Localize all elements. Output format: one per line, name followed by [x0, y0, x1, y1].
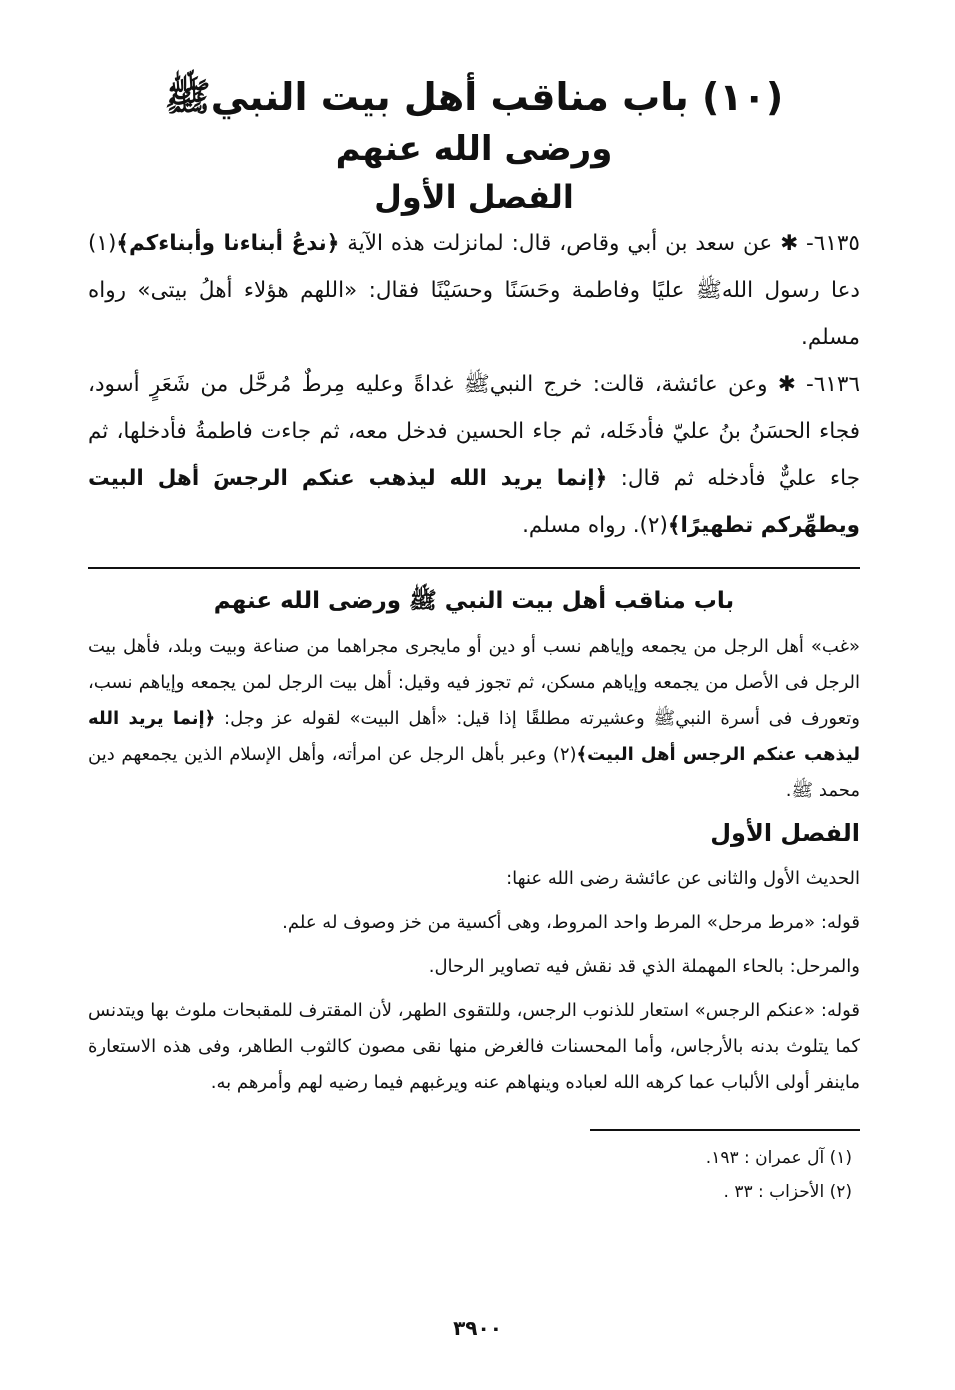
commentary-line: قوله: «مرط مرحل» المرط واحد المروط، وهى أكسية من خز وصوف له علم. — [282, 912, 860, 933]
hadith-text: (٢). رواه مسلم. — [522, 513, 668, 538]
footnote: (١) آل عمران : ١٩٣. — [705, 1148, 852, 1168]
chapter-heading — [88, 70, 860, 220]
hadith-text: ٦١٣٦- ✱ وعن عائشة، قالت: خرج النبيﷺ غداةً وعليه مِرطٌ مُرحَّل من شَعَرٍ أسود، فجاء الحسَنُ بنُ عليّ فأدخَله، ثم جاء الحسين فدخل معه، ثم جاءت فاطمةُ فأدخلها، ثم جاء عليٌّ فأدخله ثم قال: — [88, 372, 861, 491]
footnote-divider — [590, 1129, 860, 1131]
hadith-text: ٦١٣٥- ✱ عن سعد بن أبي وقاص، قال: لمانزلت هذه الآية — [339, 231, 860, 256]
quran-verse: ﴿ندعُ أبناءنا وأبناءكم﴾ — [116, 231, 340, 256]
footnote: (٢) الأحزاب : ٣٣ . — [723, 1182, 852, 1202]
commentary-line: والمرحل: بالحاء المهملة الذي قد نقش فيه تصاوير الرحال. — [428, 956, 860, 977]
hadith-text: (١) دعا رسول اللهﷺ عليًا وفاطمة وحَسَنًا وحسَيْنًا فقال: «اللهم هؤلاء أهلُ بيتى» رواه مسلم. — [88, 231, 860, 350]
page-title: (١٠) باب مناقب أهل بيت النبيﷺ — [164, 75, 784, 119]
section-title: الفصل الأول — [374, 178, 574, 216]
commentary-title: باب مناقب أهل بيت النبي ﷺ ورضى الله عنهم — [213, 588, 735, 614]
section-heading: الفصل الأول — [710, 819, 860, 847]
page-number: ٣٩٠٠ — [453, 1316, 502, 1340]
quran-verse: ﴿إنما يريد الله ليذهب عنكم الرجسَ أهل البيت ويطهِّركم تطهيرًا﴾ — [88, 466, 860, 538]
hadith-6136 — [88, 361, 860, 549]
divider — [88, 567, 860, 569]
commentary-paragraph: قوله: «عنكم الرجس» استعار للذنوب الرجس، وللتقوى الطهر، لأن المقترف للمقبحات ملوث بها ويتدنس كما يتلوث بدنه بالأرجاس، وأما المحسنات فالغرض منها نقى مصون كالثوب الطاهر، وفى هذه الاستعارة ماينفر أولى الألباب عما كرهه الله لعباده وينهاهم عنه ويرغبهم فيما رضيه لهم وأمرهم به. — [88, 1000, 860, 1093]
commentary-text: (٢) وعبر بأهل الرجل عن امرأته، وأهل الإسلام الذين يجمعهم دين محمد ﷺ. — [88, 744, 860, 801]
hadith-6135 — [88, 220, 860, 361]
commentary-text: «غب» أهل الرجل من يجمعه وإياهم نسب أو دين أو مايجرى مجراهما من صناعة وبيت وبلد، فأهل بيت الرجل فى الأصل من يجمعه وإياهم مسكن، ثم تجوز فيه وقيل: أهل بيت الرجل لمن يجمعه وإياهم نسب، وتعورف فى أسرة النبيﷺ وعشيرته مطلقًا إذا قيل: «أهل البيت» لقوله عز وجل: — [88, 636, 861, 729]
commentary-line: الحديث الأول والثانى عن عائشة رضى الله عنها: — [506, 868, 860, 889]
quran-verse: ﴿إنما يريد الله ليذهب عنكم الرجس أهل البيت﴾ — [88, 708, 860, 765]
commentary-paragraph — [88, 629, 860, 809]
page-subtitle: ورضى الله عنهم — [335, 129, 613, 169]
